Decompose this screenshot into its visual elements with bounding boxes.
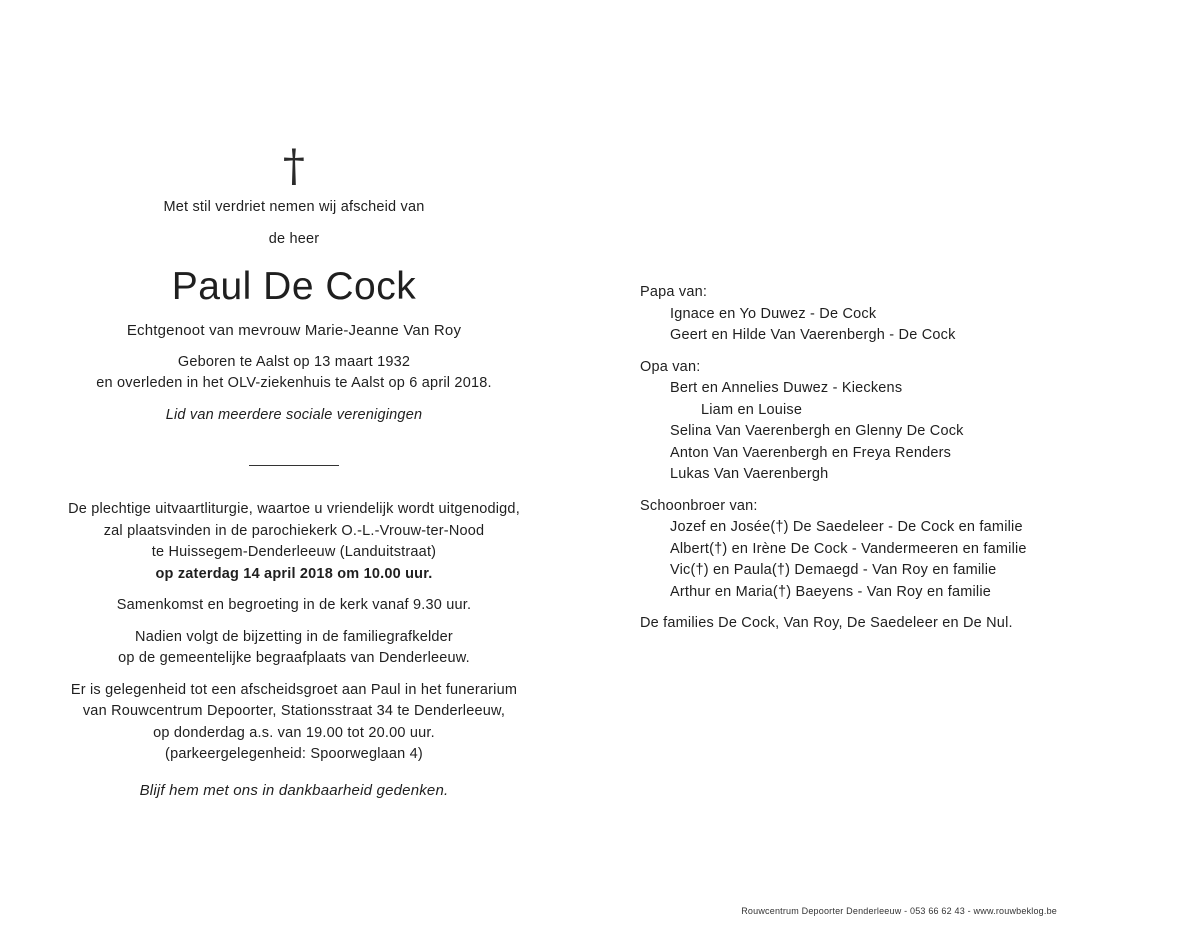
funeral-date: op zaterdag 14 april 2018 om 10.00 uur.: [155, 565, 433, 582]
birth-death-info: [44, 352, 544, 395]
title-prefix: de heer: [268, 230, 320, 247]
list-item: Anton Van Vaerenbergh en Freya Renders: [670, 444, 952, 461]
opa-group: [640, 357, 1160, 486]
farewell-line: op donderdag a.s. van 19.00 tot 20.00 uur.: [153, 724, 435, 741]
farewell-line: van Rouwcentrum Depoorter, Stationsstraat 34 te Denderleeuw,: [82, 703, 506, 719]
list-item: Vic(†) en Paula(†) Demaegd - Van Roy en familie: [670, 562, 997, 578]
list-item: Jozef en Josée(†) De Saedeleer - De Cock en familie: [670, 519, 1023, 535]
membership-line: Lid van meerdere sociale verenigingen: [165, 406, 423, 423]
farewell-line: (parkeergelegenheid: Spoorweglaan 4): [165, 746, 423, 762]
families-line: De families De Cock, Van Roy, De Saedeleer en De Nul.: [640, 615, 1013, 631]
birth-line: Geboren te Aalst op 13 maart 1932: [177, 353, 411, 370]
burial-info: [44, 627, 544, 670]
list-item: Liam en Louise: [701, 401, 803, 418]
funeral-info: [44, 499, 544, 585]
cross-icon: †: [282, 141, 306, 192]
death-line: en overleden in het OLV-ziekenhuis te Aalst op 6 april 2018.: [96, 375, 492, 391]
group-heading: Papa van:: [640, 284, 708, 300]
funeral-line: te Huissegem-Denderleeuw (Landuitstraat): [151, 544, 437, 560]
list-item: Selina Van Vaerenbergh en Glenny De Cock: [670, 423, 964, 439]
farewell-info: [44, 680, 544, 766]
right-column: [640, 282, 1160, 635]
funeral-line: zal plaatsvinden in de parochiekerk O.-L.-Vrouw-ter-Nood: [103, 522, 485, 539]
closing-line: Blijf hem met ons in dankbaarheid gedenken.: [139, 781, 449, 799]
deceased-name: Paul De Cock: [171, 265, 417, 308]
divider-line: [249, 465, 339, 466]
list-item: Albert(†) en Irène De Cock - Vandermeeren en familie: [670, 540, 1027, 557]
group-heading: Schoonbroer van:: [640, 497, 758, 514]
list-item: Bert en Annelies Duwez - Kieckens: [670, 380, 903, 396]
gathering-line: Samenkomst en begroeting in de kerk vanaf 9.30 uur.: [116, 597, 472, 613]
group-heading: Opa van:: [640, 358, 701, 375]
spouse-line: Echtgenoot van mevrouw Marie-Jeanne Van Roy: [126, 322, 462, 339]
list-item: Lukas Van Vaerenbergh: [670, 466, 829, 482]
papa-group: [640, 282, 1160, 347]
intro-text: Met stil verdriet nemen wij afscheid van: [163, 199, 425, 215]
list-item: Ignace en Yo Duwez - De Cock: [670, 305, 877, 322]
burial-line: Nadien volgt de bijzetting in de familiegrafkelder: [135, 628, 453, 645]
farewell-line: Er is gelegenheid tot een afscheidsgroet aan Paul in het funerarium: [70, 681, 518, 698]
left-column: [44, 141, 544, 801]
burial-line: op de gemeentelijke begraafplaats van Denderleeuw.: [118, 650, 470, 666]
list-item: Geert en Hilde Van Vaerenbergh - De Cock: [670, 327, 956, 343]
funeral-line: De plechtige uitvaartliturgie, waartoe u vriendelijk wordt uitgenodigd,: [68, 501, 520, 517]
list-item: Arthur en Maria(†) Baeyens - Van Roy en familie: [670, 583, 992, 600]
footer-credit: Rouwcentrum Depoorter Denderleeuw - 053 66 62 43 - www.rouwbeklog.be: [741, 906, 1057, 916]
schoonbroer-group: [640, 496, 1160, 604]
